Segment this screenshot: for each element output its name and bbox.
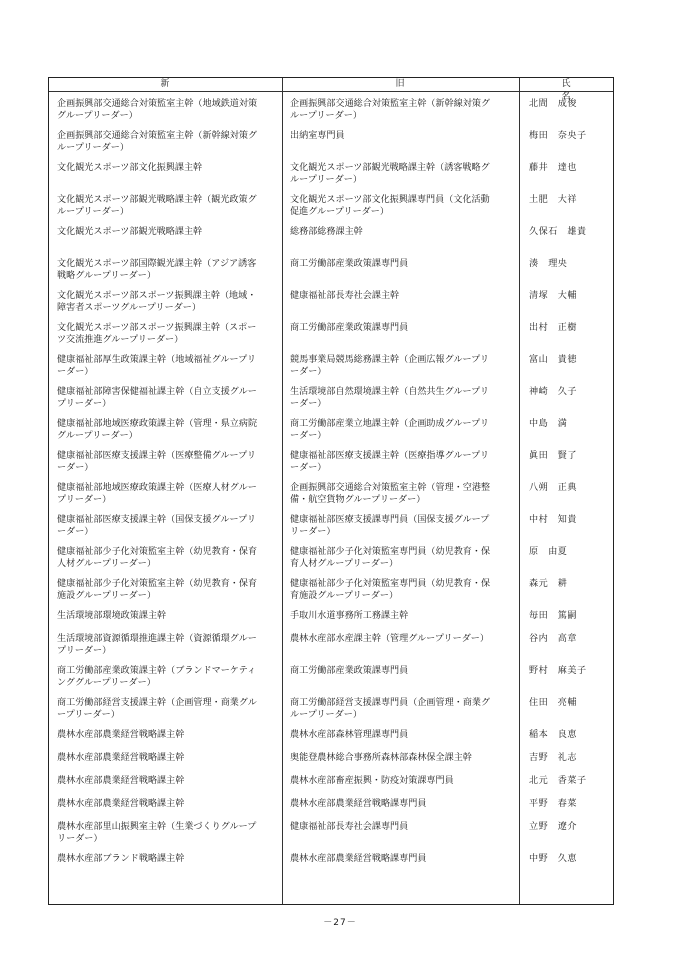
table-row [49,258,613,290]
table-row [49,226,613,258]
new-position-cell [57,697,281,721]
table-row [49,633,613,665]
cell-line: 障害者スポーツグループリーダー） [57,303,201,313]
cell-line: 企画振興部交通総合対策監室主幹（管理・空港整 [290,483,491,493]
person-name-cell: 原 由夏 [529,547,568,557]
cell-line: 健康福祉部厚生政策課主幹（地域福祉グループリ [57,355,256,365]
cell-line: 促進グループリーダー） [290,207,389,217]
new-position-cell [57,775,281,787]
cell-line: 育施設グループリーダー） [290,591,399,601]
cell-line: ツ交流推進グループリーダー） [57,335,184,345]
person-name-cell: 神崎 久子 [529,387,577,397]
new-position-cell [57,821,281,845]
cell-line: 健康福祉部医療支援課主幹（医療整備グループリ [57,451,256,461]
table-row [49,290,613,322]
cell-line: 農林水産部農業経営戦略課主幹 [57,776,185,786]
old-position-cell [290,482,516,506]
old-position-cell [290,752,516,764]
cell-line: 文化観光スポーツ部国際観光課主幹（アジア誘客 [57,259,257,269]
table-row [49,546,613,578]
new-position-cell [57,752,281,764]
cell-line: ーダー） [57,463,94,473]
cell-line: ーダー） [290,367,327,377]
new-position-cell [57,258,281,282]
person-name-cell: 湊 理央 [529,259,568,269]
cell-line: 農林水産部農業経営戦略課専門員 [290,799,427,809]
person-name-cell: 北間 成俊 [529,99,577,109]
cell-line: 農林水産部森林管理課専門員 [290,730,409,740]
cell-line: グループリーダー） [57,111,138,121]
person-name-cell: 清塚 大輔 [529,291,577,301]
cell-line: 農林水産部水産課主幹（管理グループリーダー） [290,634,489,644]
cell-line: 生活環境部資源循環推進課主幹（資源循環グルー [57,634,257,644]
new-position-cell [57,386,281,410]
cell-line: ーダー） [57,527,94,537]
table-row [49,386,613,418]
cell-line: ーダー） [290,431,327,441]
new-position-cell [57,194,281,218]
cell-line: 商工労働部産業立地課主幹（企画助成グループリ [290,419,489,429]
cell-line: ループリーダー） [290,710,362,720]
table-row [49,450,613,482]
new-position-cell [57,418,281,442]
table-row [49,98,613,130]
cell-line: 健康福祉部長寿社会課主幹 [290,291,400,301]
cell-line: リーダー） [290,527,336,537]
new-position-cell [57,729,281,741]
table-row [49,853,613,885]
table-row [49,798,613,821]
table-row [49,418,613,450]
new-position-cell [57,798,281,810]
old-position-cell [290,775,516,787]
new-position-cell [57,633,281,657]
personnel-table [48,77,614,905]
person-name-cell: 毎田 篤嗣 [529,611,577,621]
cell-line: 健康福祉部長寿社会課専門員 [290,822,409,832]
old-position-cell [290,853,516,865]
table-row [49,821,613,853]
old-position-cell [290,98,516,122]
table-row [49,482,613,514]
old-position-cell [290,290,516,302]
cell-line: 企画振興部交通総合対策監室主幹（地域鉄道対策 [57,99,258,109]
table-row [49,194,613,226]
person-name-cell: 立野 遼介 [529,822,577,832]
table-row [49,354,613,386]
cell-line: ーダー） [290,399,327,409]
cell-line: 文化観光スポーツ部文化振興課主幹 [57,163,203,173]
table-row [49,665,613,697]
cell-line: ループリーダー） [290,175,362,185]
cell-line: 競馬事業局競馬総務課主幹（企画広報グループリ [290,355,489,365]
person-name-cell: 野村 麻美子 [529,666,587,676]
cell-line: 生活環境部環境政策課主幹 [57,611,167,621]
new-position-cell [57,322,281,346]
table-row [49,697,613,729]
person-name-cell: 谷内 高章 [529,634,577,644]
cell-line: 商工労働部経営支援課主幹（企画管理・商業グル [57,698,257,708]
cell-line: ンググループリーダー） [57,678,156,688]
old-position-cell [290,610,516,622]
person-name-cell: 中野 久恵 [529,854,577,864]
cell-line: 文化観光スポーツ部観光戦略課主幹（誘客戦略グ [290,163,490,173]
cell-line: ループリーダー） [290,111,362,121]
cell-line: ープリーダー） [57,710,120,720]
new-position-cell [57,354,281,378]
cell-line: 奥能登農林総合事務所森林部森林保全課主幹 [290,753,472,763]
cell-line: 健康福祉部医療支援課専門員（国保支援グループ [290,515,490,525]
person-name-cell: 森元 耕 [529,579,568,589]
cell-line: 総務部総務課主幹 [290,227,363,237]
cell-line: 健康福祉部少子化対策監室主幹（幼児教育・保育 [57,579,258,589]
cell-line: 企画振興部交通総合対策監室主幹（新幹線対策グ [290,99,491,109]
table-row [49,130,613,162]
cell-line: 健康福祉部少子化対策監室専門員（幼児教育・保 [290,547,491,557]
header-new: 新 [160,79,171,89]
table-row [49,752,613,775]
cell-line: 健康福祉部少子化対策監室専門員（幼児教育・保 [290,579,491,589]
person-name-cell: 久保石 雄貴 [529,227,587,237]
cell-line: 文化観光スポーツ部観光戦略課主幹 [57,227,203,237]
old-position-cell [290,162,516,186]
table-row [49,514,613,546]
cell-line: プリーダー） [57,646,112,656]
cell-line: 商工労働部経営支援課専門員（企画管理・商業グ [290,698,491,708]
new-position-cell [57,853,281,865]
person-name-cell: 梅田 奈央子 [529,131,587,141]
table-row [49,610,613,633]
cell-line: 健康福祉部医療支援課主幹（国保支援グループリ [57,515,256,525]
cell-line: 生活環境部自然環境課主幹（自然共生グループリ [290,387,489,397]
old-position-cell [290,514,516,538]
old-position-cell [290,665,516,677]
person-name-cell: 吉野 礼志 [529,753,577,763]
old-position-cell [290,322,516,334]
old-position-cell [290,578,516,602]
cell-line: 備・航空貨物グループリーダー） [290,495,426,505]
old-position-cell [290,194,516,218]
cell-line: 健康福祉部地域医療政策課主幹（医療人材グルー [57,483,257,493]
old-position-cell [290,354,516,378]
old-position-cell [290,821,516,833]
cell-line: 商工労働部産業政策課専門員 [290,666,409,676]
old-position-cell [290,729,516,741]
new-position-cell [57,665,281,689]
cell-line: 施設グループリーダー） [57,591,156,601]
person-name-cell: 藤井 達也 [529,163,577,173]
new-position-cell [57,226,281,238]
new-position-cell [57,546,281,570]
cell-line: 農林水産部農業経営戦略課主幹 [57,730,185,740]
old-position-cell [290,386,516,410]
cell-line: プリーダー） [57,399,112,409]
old-position-cell [290,450,516,474]
cell-line: 人材グループリーダー） [57,559,156,569]
page-number: －27－ [323,918,357,928]
person-name-cell: 富山 貴徳 [529,355,577,365]
cell-line: プリーダー） [57,495,112,505]
cell-line: 手取川水道事務所工務課主幹 [290,611,409,621]
cell-line: 文化観光スポーツ部文化振興課専門員（文化活動 [290,195,490,205]
old-position-cell [290,546,516,570]
old-position-cell [290,258,516,270]
table-row [49,729,613,752]
person-name-cell: 出村 正樹 [529,323,577,333]
cell-line: リーダー） [57,834,103,844]
person-name-cell: 中島 満 [529,419,568,429]
cell-line: グループリーダー） [57,431,138,441]
cell-line: ループリーダー） [57,143,129,153]
cell-line: 文化観光スポーツ部スポーツ振興課主幹（スポー [57,323,257,333]
cell-line: 健康福祉部障害保健福祉課主幹（自立支援グルー [57,387,257,397]
old-position-cell [290,798,516,810]
cell-line: 健康福祉部医療支援課主幹（医療指導グループリ [290,451,489,461]
old-position-cell [290,418,516,442]
old-position-cell [290,130,516,142]
person-name-cell: 住田 亮輔 [529,698,577,708]
cell-line: 農林水産部農業経営戦略課専門員 [290,854,427,864]
new-position-cell [57,98,281,122]
cell-line: 文化観光スポーツ部スポーツ振興課主幹（地域・ [57,291,257,301]
person-name-cell: 北元 香菜子 [529,776,587,786]
table-row [49,322,613,354]
cell-line: ループリーダー） [57,207,129,217]
old-position-cell [290,633,516,645]
cell-line: 農林水産部農業経営戦略課主幹 [57,753,185,763]
cell-line: 企画振興部交通総合対策監室主幹（新幹線対策グ [57,131,258,141]
table-body [49,98,613,885]
table-header [49,78,613,102]
new-position-cell [57,578,281,602]
cell-line: ーダー） [290,463,327,473]
table-row [49,775,613,798]
table-row [49,578,613,610]
person-name-cell: 中村 知貴 [529,515,577,525]
new-position-cell [57,130,281,154]
cell-line: 農林水産部里山振興室主幹（生業づくりグループ [57,822,257,832]
person-name-cell: 土肥 大祥 [529,195,577,205]
cell-line: 育人材グループリーダー） [290,559,399,569]
new-position-cell [57,514,281,538]
new-position-cell [57,290,281,314]
cell-line: 戦略グループリーダー） [57,271,156,281]
cell-line: 農林水産部畜産振興・防疫対策課専門員 [290,776,454,786]
table-row [49,162,613,194]
person-name-cell: 稲本 良恵 [529,730,577,740]
header-old: 旧 [395,79,406,89]
cell-line: 出納室専門員 [290,131,345,141]
person-name-cell: 眞田 賢了 [529,451,577,461]
cell-line: 商工労働部産業政策課専門員 [290,323,409,333]
old-position-cell [290,697,516,721]
new-position-cell [57,162,281,174]
new-position-cell [57,450,281,474]
old-position-cell [290,226,516,238]
cell-line: 健康福祉部地域医療政策課主幹（管理・県立病院 [57,419,258,429]
cell-line: 農林水産部農業経営戦略課主幹 [57,799,185,809]
new-position-cell [57,482,281,506]
person-name-cell: 平野 春菜 [529,799,577,809]
cell-line: 文化観光スポーツ部観光戦略課主幹（観光政策グ [57,195,257,205]
new-position-cell [57,610,281,622]
cell-line: 商工労働部産業政策課専門員 [290,259,409,269]
header-name: 氏名 [561,79,597,102]
cell-line: 商工労働部産業政策課主幹（ブランドマーケティ [57,666,257,676]
cell-line: 農林水産部ブランド戦略課主幹 [57,854,185,864]
person-name-cell: 八朔 正典 [529,483,577,493]
cell-line: ーダー） [57,367,94,377]
cell-line: 健康福祉部少子化対策監室主幹（幼児教育・保育 [57,547,258,557]
